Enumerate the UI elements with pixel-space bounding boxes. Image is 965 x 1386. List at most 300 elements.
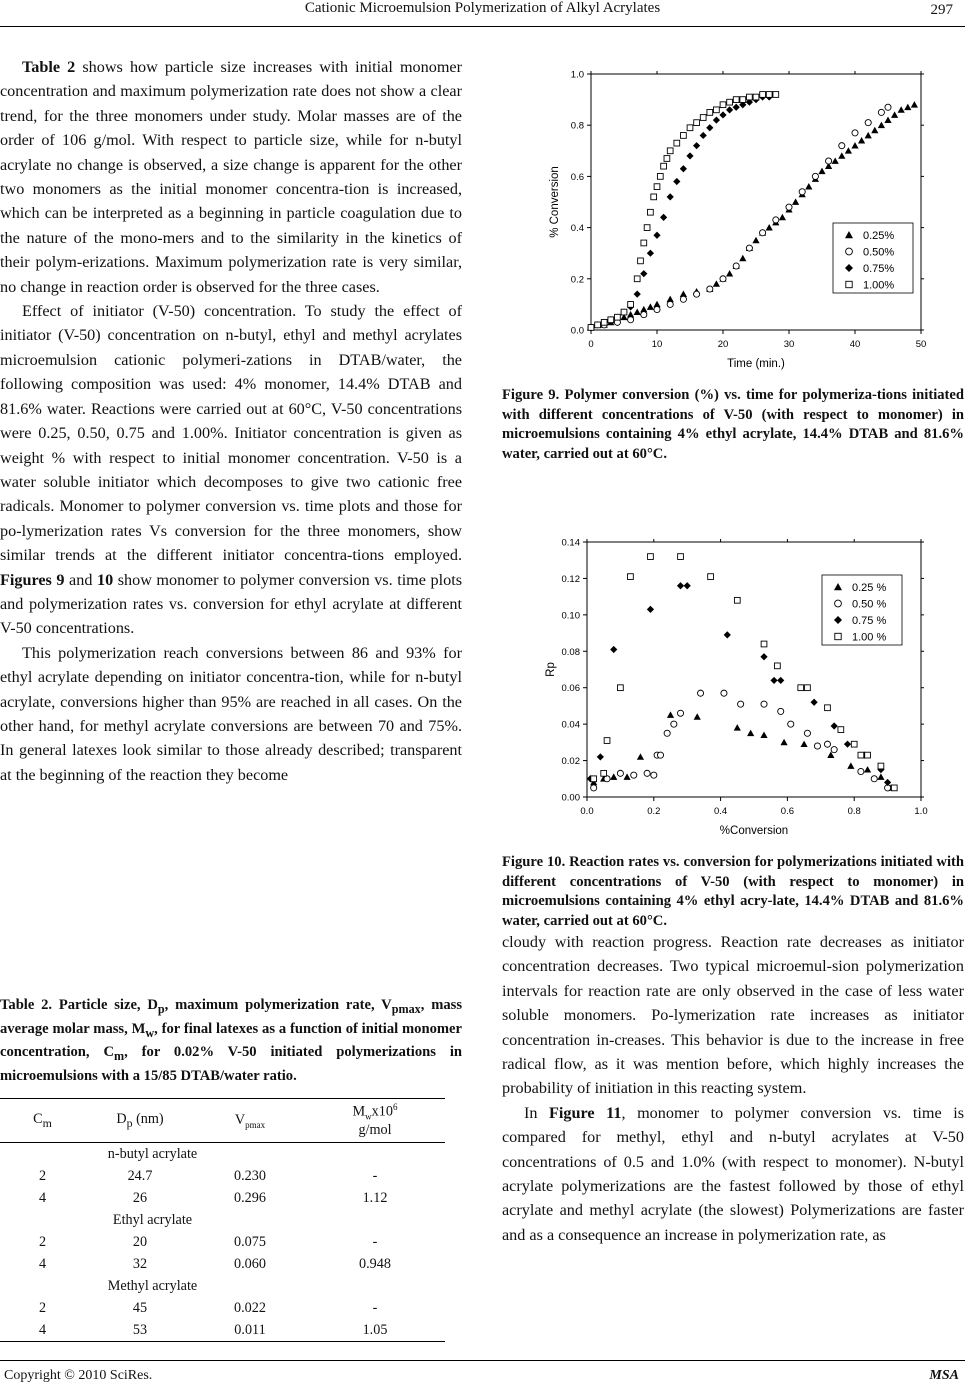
y-tick-label: 0.12 [561,573,580,585]
data-point [911,101,918,107]
data-point [865,752,871,758]
data-point [674,140,680,146]
data-point [777,677,784,684]
data-point [680,296,686,302]
data-point [637,753,644,759]
data-point [671,721,677,727]
data-point [760,653,767,660]
x-tick-label: 0.4 [713,806,728,817]
data-point [660,214,667,221]
data-point [641,240,647,246]
legend-label: 0.50 % [852,598,887,611]
data-point [884,116,891,122]
x-tick-label: 0.2 [647,806,661,817]
paragraph-conversions: This polymerization reach conversions between 86 and 93% for ethyl acrylate depending on initiator concentra-tion, while for n-butyl acrylate, conversions higher than 95% are reached in all cases. On the other hand, for methyl acrylate conversions are between 70 and 75%. In general latexes look similar to those already described; transparent at the beginning of the reaction they become [0,643,462,784]
table-cell: 4 [38,1255,47,1272]
data-point [825,705,831,711]
data-point [788,721,794,727]
data-point [601,319,607,325]
x-tick-label: 50 [915,339,927,350]
header-dp [85,1099,195,1143]
header-text: g/mol [358,1121,392,1138]
header-sup: 6 [392,1102,398,1113]
table-cell: 0.011 [234,1321,266,1338]
data-point [845,147,852,153]
data-point [812,173,818,179]
data-point [864,766,871,772]
data-point [734,597,740,603]
table-cell: 24.7 [127,1167,153,1184]
header-sub: p [126,1115,133,1130]
table-cell: 0.075 [234,1233,266,1250]
data-point [648,209,654,215]
data-point [724,631,731,638]
y-tick-label: 0.08 [561,646,580,658]
data-point [647,606,654,613]
table-cell: 2 [38,1299,47,1316]
data-point [680,165,687,172]
data-point [839,143,845,149]
table-row [0,1253,445,1275]
data-point [677,582,684,589]
x-tick-label: 0.0 [580,806,594,817]
paragraph-cloudy: cloudy with reaction progress. Reaction rate decreases as initiator concentration decreases. Two typical microemul-sion polymerization intervals for reaction rate are only observed in the case of less water soluble monomers. Po-lymerization rate increases as initiator concentration in-creases. This behavior is due to the increase in free radical flow, as it was mention before, which highly increases the probability of initiation in this reacting system. [502,933,964,1098]
data-point [831,722,838,729]
data-point [831,747,837,753]
x-tick-label: 0 [588,339,594,350]
header-sub: m [42,1115,52,1130]
left-column [0,55,462,787]
data-point [693,142,700,149]
data-point [641,312,647,318]
data-point [638,258,644,264]
x-tick-label: 0.6 [780,806,795,817]
data-point [684,582,691,589]
figure10-caption [502,853,964,931]
data-point [826,158,832,164]
x-tick-label: 30 [783,339,795,350]
table-cell: 53 [132,1321,148,1338]
data-point [644,770,650,776]
legend-label: 0.50% [863,246,895,259]
paragraph-initiator-effect [0,299,462,641]
data-point [634,291,641,298]
table2 [0,1098,445,1342]
data-point [621,309,627,315]
data-point [628,574,634,580]
data-point [851,741,857,747]
caption-sub: m [114,1048,125,1063]
table-cell: - [372,1167,378,1184]
table-cell: - [372,1299,378,1316]
data-point [760,92,766,98]
data-point [644,225,650,231]
data-point [713,280,720,286]
table-cell: 2 [38,1233,47,1250]
header-text: M [352,1103,366,1120]
legend-label: 0.25 % [852,582,887,594]
data-point [818,168,825,174]
legend-label: 1.00 % [852,631,887,644]
header-text: V [234,1111,246,1128]
data-point [805,183,812,189]
table-cell: 2 [38,1167,47,1184]
table-row [0,1187,445,1209]
data-point [720,102,726,108]
legend [822,575,902,645]
data-point [811,699,818,706]
table-cell: 4 [38,1321,47,1338]
data-point [838,152,845,158]
header-cm [0,1099,85,1143]
data-point [664,156,670,162]
data-point [604,738,610,744]
data-point [801,741,808,747]
data-point [760,731,767,737]
data-point [707,286,713,292]
footer-rule [0,1360,965,1361]
header-vpmax [195,1099,305,1143]
header-text: x10 [371,1103,393,1120]
data-point [752,237,759,243]
table-cell: 1.12 [362,1189,388,1206]
data-point [733,97,739,103]
data-point [858,768,864,774]
y-axis-label: % Conversion [549,166,561,238]
table-header-row [0,1099,445,1143]
paragraph-text: show monomer to polymer conversion vs. time plots and polymerization rates vs. conversion for ethyl acrylate at different V-50 concentrations. [0,570,462,638]
data-point [714,107,720,113]
table-row [0,1165,445,1187]
data-point [798,685,804,691]
data-point [891,785,897,791]
caption-text: , for final latexes as a function of initial monomer concentration, C [0,1020,462,1060]
data-point [804,730,810,736]
data-point [678,554,684,560]
table2-caption [0,996,462,1086]
data-point [631,772,637,778]
data-point [747,730,754,736]
data-point [773,217,779,223]
data-point [591,785,597,791]
group-label: Methyl acrylate [107,1277,198,1294]
figure9-chart [525,55,945,375]
table-cell: 1.05 [362,1321,388,1338]
table-cell: 26 [132,1189,148,1206]
series-filled-triangle [590,711,894,790]
table-row [0,1319,445,1342]
data-point [766,92,772,98]
x-tick-label: 40 [849,339,861,350]
caption-text: , for 0.02% V-50 initiated polymerizations in microemulsions with a 15/85 DTAB/water ratio. [0,1044,462,1084]
data-point [779,214,786,220]
data-point [775,663,781,669]
data-point [673,178,680,185]
table-cell: - [372,1233,378,1250]
data-point [634,276,640,282]
data-point [858,137,865,143]
data-point [824,741,830,747]
running-title: Cationic Microemulsion Polymerization of Alkyl Acrylates [304,0,661,16]
series-filled-diamond [587,93,772,331]
data-point [898,106,905,112]
data-point [733,263,739,269]
figure9-caption-text: Figure 9. Polymer conversion (%) vs. time for polymeriza-tions initiated with different concentrations of V-50 (with respect to monomer) in microemulsions containing 4% ethyl acrylate, 14.4% DTAB and 81.6% water, carried out at 60°C. [502,387,964,462]
legend [833,223,913,293]
figure9-caption [502,386,964,464]
data-point [726,106,733,113]
figure10-ref: 10 [96,570,114,589]
y-tick-label: 0.2 [570,274,584,286]
x-tick-label: 0.8 [847,806,861,817]
figure9-ref: Figures 9 [0,570,65,589]
data-point [634,308,641,314]
caption-sub: w [145,1025,155,1040]
data-point [686,152,693,159]
data-point [847,762,854,768]
paragraph-text: Effect of initiator (V-50) concentration. To study the effect of initiator (V-50) concentration on n-butyl, ethyl and methyl acrylates microemulsion cationic polymeri-zations in DTAB/water, the following composition was used: 4% monomer, 14.4% DTAB and 81.6% water. Reactions were carried out at 60°C, V-50 concentrations were 0.25, 0.50, 0.75 and 1.00%. Initiator concentration is given as weight % with respect to initial monomer concentration. V-50 is a water soluble initiator which decomposes to give two cationic free radicals. Monomer to polymer conversion vs. time plots and those for po-lymerization rates Vs conversion for the three monomers, show similar trends at the different initiator concentra-tions employed. [0,302,462,565]
data-point [878,763,884,769]
data-point [726,270,733,276]
data-point [591,776,597,782]
data-point [628,317,634,323]
data-point [792,198,799,204]
data-point [740,97,746,103]
data-point [805,685,811,691]
y-tick-label: 0.04 [561,719,580,731]
data-point [871,127,878,133]
data-point [780,739,787,745]
table-cell: 0.948 [359,1255,391,1272]
data-point [628,302,634,308]
page-footer [0,1360,965,1386]
caption-sub: pmax [391,1001,421,1016]
data-point [667,193,674,200]
series-open-circle [588,104,891,330]
data-point [681,133,687,139]
data-point [719,111,726,118]
data-point [865,120,871,126]
data-point [647,303,654,309]
header-text: C [33,1110,43,1127]
data-point [707,110,713,116]
y-tick-label: 0.0 [570,325,584,337]
data-point [623,773,630,779]
data-point [878,122,885,128]
data-point [753,94,759,100]
figure10-chart [525,525,945,845]
data-point [608,317,614,323]
caption-text: Table 2. Particle size, D [0,997,158,1013]
page-header [0,0,965,28]
header-text: D [116,1110,127,1127]
y-tick-label: 1.0 [570,69,584,81]
paragraph-text: and [64,570,97,589]
y-tick-label: 0.8 [570,120,584,132]
data-point [651,194,657,200]
data-point [615,314,621,320]
table-cell: 4 [38,1189,47,1206]
data-point [721,690,727,696]
data-point [720,276,726,282]
table-cell: 45 [132,1299,148,1316]
series-open-circle [591,690,891,791]
data-point [706,124,713,131]
header-rule [0,26,965,27]
data-point [694,713,701,719]
legend-marker [835,600,842,607]
data-point [687,125,693,131]
table-group-row [0,1143,445,1166]
group-label: Ethyl acrylate [112,1211,193,1228]
data-point [698,690,704,696]
data-point [647,250,654,257]
data-point [878,109,884,115]
table-group-row [0,1209,445,1231]
data-point [814,743,820,749]
data-point [618,685,624,691]
y-tick-label: 0.6 [570,171,584,183]
data-point [832,157,839,163]
data-point [677,710,683,716]
data-point [747,94,753,100]
data-point [657,174,663,180]
data-point [838,727,844,733]
data-point [738,701,744,707]
data-point [773,92,779,98]
x-tick-label: 10 [651,339,663,350]
data-point [885,104,891,110]
data-point [799,189,805,195]
y-tick-label: 0.02 [561,756,580,768]
table-cell: 20 [132,1233,148,1250]
data-point [610,646,617,653]
data-point [739,255,746,261]
data-point [884,779,891,786]
data-point [871,776,877,782]
table2-body [0,1143,445,1342]
y-tick-label: 0.10 [561,610,580,622]
data-point [667,711,674,717]
caption-text: , maximum polymerization rate, V [164,997,392,1013]
paragraph-text: shows how particle size increases with initial monomer concentration and maximum polymerization rate does not show a clear trend, for the three monomers under study. Molar masses are of the order of 106 g/mol. With respect to particle size, while for n-butyl acrylate no change is observed, a size change is apparent for the other two monomers as the initial monomer concentra-tion is increased, which can be interpreted as a beginning in particle coagulation due to the nature of the mono-mers and to the similarity in the kinetics of their polym-erizations. Maximum polymerization rate is very similar, no change in reaction order is observed for the three cases. [0,58,462,296]
y-tick-label: 0.06 [561,683,580,695]
table-cell: 0.296 [234,1189,266,1206]
figure11-ref: Figure 11 [549,1103,622,1122]
legend-label: 0.75% [863,263,895,275]
header-sub: w [365,1111,372,1122]
table-row [0,1297,445,1319]
table-cell: 0.022 [234,1299,266,1316]
copyright: Copyright © 2010 SciRes. [4,1368,153,1383]
legend-marker [846,281,852,287]
data-point [617,770,623,776]
data-point [601,770,607,776]
data-point [766,224,773,230]
page-number: 297 [930,2,953,18]
data-point [597,753,604,760]
data-point [865,132,872,138]
data-point [844,741,851,748]
table-row [0,1231,445,1253]
legend-label: 1.00% [863,279,895,292]
table-cell: 32 [132,1255,148,1272]
table-cell: 0.230 [234,1167,266,1184]
x-tick-label: 1.0 [914,806,928,817]
journal-abbrev: MSA [929,1368,959,1383]
data-point [733,104,740,111]
data-point [667,301,673,307]
data-point [657,752,663,758]
paragraph-table2-summary [0,55,462,299]
data-point [778,708,784,714]
data-point [667,148,673,154]
paragraph-text: In [524,1103,550,1122]
data-point [700,115,706,121]
y-axis-label: Rp [545,662,557,677]
data-point [852,130,858,136]
data-point [760,230,766,236]
legend-marker [846,248,853,255]
data-point [891,111,898,117]
data-point [713,116,720,123]
header-sub: pmax [245,1119,266,1130]
data-point [654,184,660,190]
data-point [610,773,617,779]
data-point [727,99,733,105]
data-point [700,132,707,139]
data-point [654,306,660,312]
data-point [851,142,858,148]
header-mw [305,1099,445,1143]
data-point [734,724,741,730]
data-point [694,291,700,297]
data-point [648,554,654,560]
caption-sub: p [157,1001,165,1016]
data-point [708,574,714,580]
data-point [640,270,647,277]
y-tick-label: 0.14 [561,537,580,549]
data-point [746,245,752,251]
y-tick-label: 0.4 [570,223,584,235]
data-point [588,325,594,331]
data-point [694,120,700,126]
paragraph-figure11 [502,1101,964,1247]
y-tick-label: 0.00 [561,792,580,804]
data-point [653,232,660,239]
data-point [770,677,777,684]
data-point [651,772,657,778]
figure10-caption-text: Figure 10. Reaction rates vs. conversion for polymerizations initiated with different concentrations of V-50 (with respect to monomer) in microemulsions containing 4% ethyl acry-late, 14.4% DTAB and 81.6% water, carried out at 60°C. [502,854,964,929]
data-point [761,641,767,647]
x-tick-label: 20 [717,339,729,350]
data-point [786,204,792,210]
data-point [904,104,911,110]
legend-marker [835,633,841,639]
x-axis-label: %Conversion [719,825,789,837]
data-point [877,773,884,779]
data-point [595,322,601,328]
table2-ref: Table 2 [22,58,76,76]
data-point [858,752,864,758]
caption-text: , mass average molar mass, M [0,997,463,1037]
legend-label: 0.25% [863,230,895,242]
paragraph-text: , monomer to polymer conversion vs. time is compared for methyl, ethyl and n-butyl acrylates at V-50 concentrations of 0.5 and 1.0% (with respect to monomer). N-butyl acrylate polymerizations are the fastest followed by those of ethyl acrylate and methyl acrylate (the slowest) Polymerizations are faster and as a consequence an increase in polymerization rate, as [502,1103,965,1244]
data-point [664,730,670,736]
legend-label: 0.75 % [852,615,887,627]
header-text: (nm) [132,1110,164,1127]
x-axis-label: Time (min.) [727,358,785,370]
